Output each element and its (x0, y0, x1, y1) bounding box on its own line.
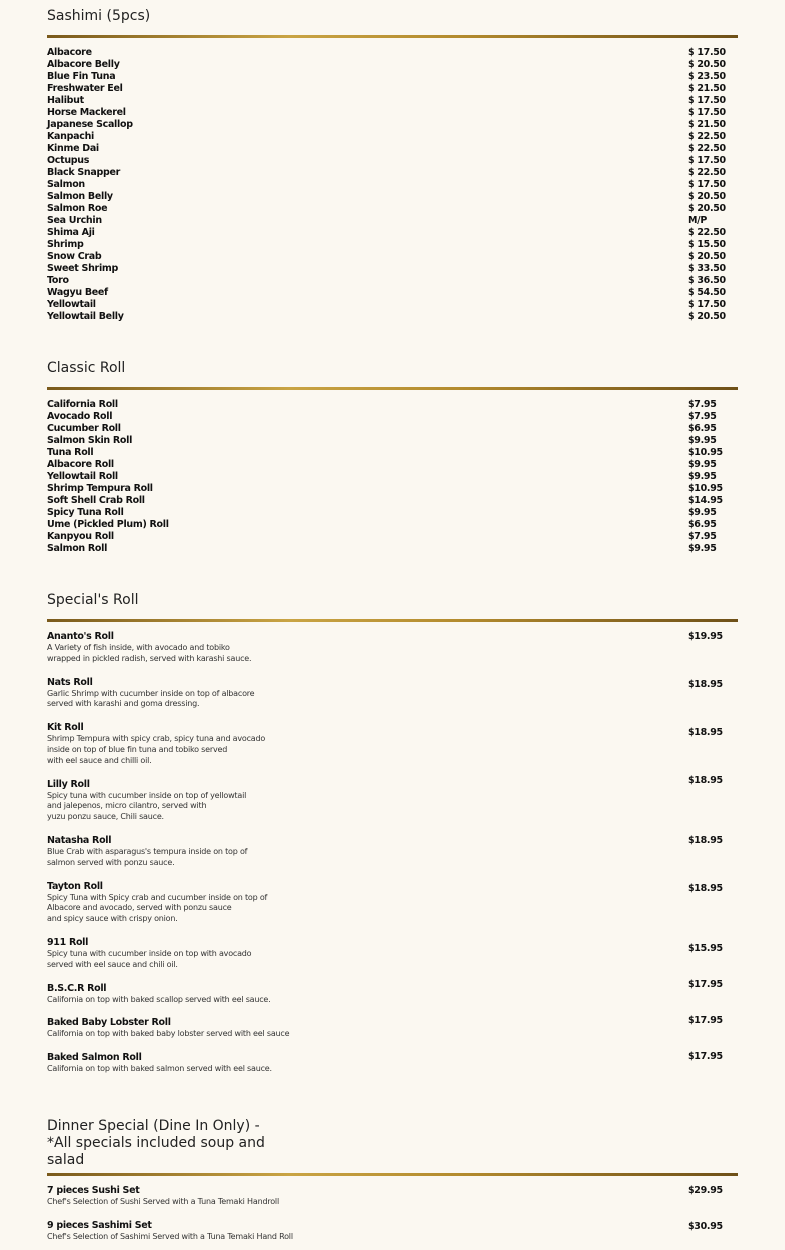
menu-item (47, 835, 738, 847)
item-name: B.S.C.R Roll (47, 983, 107, 994)
menu-item (47, 263, 738, 275)
item-name: Ananto's Roll (47, 631, 114, 642)
item-price: $9.95 (688, 459, 717, 470)
item-price: $ 20.50 (688, 251, 726, 262)
item-name: Kit Roll (47, 722, 84, 733)
item-name: California Roll (47, 399, 118, 410)
item-name: Snow Crab (47, 251, 102, 262)
menu-item (47, 411, 738, 423)
item-price: $ 17.50 (688, 155, 726, 166)
menu-item (47, 95, 738, 107)
menu-item (47, 519, 738, 531)
item-name: Avocado Roll (47, 411, 113, 422)
menu-item (47, 507, 738, 519)
item-price: $29.95 (688, 1185, 723, 1196)
menu-item (47, 631, 738, 643)
section-divider (47, 619, 738, 622)
item-name: 9 pieces Sashimi Set (47, 1220, 152, 1231)
item-description: served with eel sauce and chili oil. (47, 960, 178, 969)
menu-item (47, 251, 738, 263)
menu-item (47, 435, 738, 447)
menu-item (47, 71, 738, 83)
item-description: A Variety of fish inside, with avocado and tobiko (47, 643, 230, 652)
item-price: $ 20.50 (688, 191, 726, 202)
menu-item (47, 191, 738, 203)
item-price: $30.95 (688, 1221, 723, 1232)
menu-item (47, 722, 738, 738)
menu-item (47, 543, 738, 555)
section-title-line: Dinner Special (Dine In Only) - (47, 1118, 260, 1134)
item-name: 7 pieces Sushi Set (47, 1185, 140, 1196)
menu-item (47, 299, 738, 311)
item-name: Horse Mackerel (47, 107, 126, 118)
item-price: $ 21.50 (688, 119, 726, 130)
item-description: Albacore and avocado, served with ponzu sauce (47, 903, 232, 912)
item-description: and spicy sauce with crispy onion. (47, 914, 178, 923)
item-name: Shrimp (47, 239, 84, 250)
item-price: $9.95 (688, 471, 717, 482)
menu-item (47, 881, 738, 893)
item-description: Chef's Selection of Sashimi Served with a Tuna Temaki Hand Roll (47, 1232, 293, 1241)
item-description: Chef's Selection of Sushi Served with a Tuna Temaki Handroll (47, 1197, 279, 1206)
menu-item (47, 495, 738, 507)
item-price: $17.95 (688, 979, 723, 990)
item-name: Salmon Skin Roll (47, 435, 133, 446)
item-name: Spicy Tuna Roll (47, 507, 124, 518)
menu-item (47, 399, 738, 411)
item-price: $ 17.50 (688, 299, 726, 310)
menu-item (47, 423, 738, 435)
item-price: $6.95 (688, 519, 717, 530)
item-name: Freshwater Eel (47, 83, 123, 94)
item-description: wrapped in pickled radish, served with karashi sauce. (47, 654, 252, 663)
menu-item (47, 311, 738, 323)
menu-item (47, 239, 738, 251)
menu-item (47, 483, 738, 495)
item-price: $18.95 (688, 775, 723, 786)
item-price: $19.95 (688, 631, 723, 642)
item-name: Baked Salmon Roll (47, 1052, 142, 1063)
item-name: Tuna Roll (47, 447, 94, 458)
menu-item (47, 677, 738, 689)
menu-item (47, 471, 738, 483)
item-description: Blue Crab with asparagus's tempura inside on top of (47, 847, 248, 856)
item-name: Baked Baby Lobster Roll (47, 1017, 171, 1028)
menu-item (47, 143, 738, 155)
item-price: $10.95 (688, 447, 723, 458)
item-name: Kinme Dai (47, 143, 99, 154)
section-title: Sashimi (5pcs) (47, 8, 151, 24)
menu-item (47, 459, 738, 471)
item-price: $18.95 (688, 679, 723, 690)
item-description: Spicy tuna with cucumber inside on top of yellowtail (47, 791, 247, 800)
item-name: Wagyu Beef (47, 287, 108, 298)
item-description: Spicy tuna with cucumber inside on top with avocado (47, 949, 252, 958)
item-price: $ 17.50 (688, 107, 726, 118)
menu-item (47, 775, 738, 791)
item-price: $10.95 (688, 483, 723, 494)
item-description: salmon served with ponzu sauce. (47, 858, 175, 867)
section-title: Classic Roll (47, 360, 126, 376)
item-name: Toro (47, 275, 69, 286)
item-description: yuzu ponzu sauce, Chili sauce. (47, 812, 164, 821)
item-name: Halibut (47, 95, 84, 106)
item-description: with eel sauce and chilli oil. (47, 756, 152, 765)
item-description: Spicy Tuna with Spicy crab and cucumber inside on top of (47, 893, 268, 902)
menu-item (47, 203, 738, 215)
menu-item (47, 275, 738, 287)
item-name: Salmon (47, 179, 85, 190)
item-name: Blue Fin Tuna (47, 71, 116, 82)
menu-item (47, 227, 738, 239)
section-title-line: salad (47, 1152, 85, 1168)
item-price: $ 17.50 (688, 179, 726, 190)
item-name: Salmon Belly (47, 191, 113, 202)
menu-item (47, 47, 738, 59)
item-description: served with karashi and goma dressing. (47, 699, 200, 708)
item-description: Shrimp Tempura with spicy crab, spicy tuna and avocado (47, 734, 266, 743)
item-name: Lilly Roll (47, 779, 90, 790)
item-name: Sweet Shrimp (47, 263, 118, 274)
item-name: Salmon Roll (47, 543, 108, 554)
menu-item (47, 119, 738, 131)
item-price: $6.95 (688, 423, 717, 434)
menu-item (47, 447, 738, 459)
item-name: Shrimp Tempura Roll (47, 483, 153, 494)
menu-item (47, 167, 738, 179)
item-name: Sea Urchin (47, 215, 102, 226)
item-price: $7.95 (688, 399, 717, 410)
item-name: Tayton Roll (47, 881, 103, 892)
item-name: Albacore Roll (47, 459, 114, 470)
item-name: Japanese Scallop (47, 119, 133, 130)
item-price: $ 15.50 (688, 239, 726, 250)
item-price: $18.95 (688, 727, 723, 738)
menu-item (47, 59, 738, 71)
item-name: 911 Roll (47, 937, 89, 948)
menu-item (47, 131, 738, 143)
item-price: $ 33.50 (688, 263, 726, 274)
item-name: Kanpachi (47, 131, 94, 142)
item-price: M/P (688, 215, 707, 226)
item-price: $7.95 (688, 531, 717, 542)
section-title: Special's Roll (47, 592, 139, 608)
item-price: $ 20.50 (688, 203, 726, 214)
item-name: Albacore Belly (47, 59, 120, 70)
item-price: $ 21.50 (688, 83, 726, 94)
item-price: $ 20.50 (688, 311, 726, 322)
item-price: $15.95 (688, 943, 723, 954)
item-price: $17.95 (688, 1051, 723, 1062)
item-name: Soft Shell Crab Roll (47, 495, 145, 506)
item-price: $ 20.50 (688, 59, 726, 70)
item-description: California on top with baked salmon served with eel sauce. (47, 1064, 272, 1073)
item-price: $14.95 (688, 495, 723, 506)
item-price: $ 17.50 (688, 47, 726, 58)
item-price: $7.95 (688, 411, 717, 422)
item-name: Nats Roll (47, 677, 93, 688)
item-price: $ 23.50 (688, 71, 726, 82)
item-price: $ 22.50 (688, 167, 726, 178)
item-price: $18.95 (688, 835, 723, 846)
item-name: Salmon Roe (47, 203, 108, 214)
menu-item (47, 179, 738, 191)
item-description: California on top with baked scallop served with eel sauce. (47, 995, 271, 1004)
section-title-line: *All specials included soup and (47, 1135, 265, 1151)
item-price: $ 17.50 (688, 95, 726, 106)
section-divider (47, 387, 738, 390)
item-description: and jalepenos, micro cilantro, served with (47, 801, 207, 810)
item-name: Black Snapper (47, 167, 121, 178)
menu-item (47, 215, 738, 227)
item-name: Yellowtail (47, 299, 96, 310)
menu-item (47, 1220, 738, 1232)
item-name: Yellowtail Belly (47, 311, 124, 322)
item-price: $9.95 (688, 507, 717, 518)
section-divider (47, 35, 738, 38)
item-description: California on top with baked baby lobster served with eel sauce (47, 1029, 290, 1038)
section-divider (47, 1173, 738, 1176)
menu-item (47, 1185, 738, 1197)
menu-item (47, 107, 738, 119)
item-name: Yellowtail Roll (47, 471, 118, 482)
item-name: Shima Aji (47, 227, 95, 238)
menu-item (47, 1052, 738, 1064)
item-price: $ 22.50 (688, 143, 726, 154)
menu-item (47, 979, 738, 995)
item-price: $ 36.50 (688, 275, 726, 286)
item-description: inside on top of blue fin tuna and tobiko served (47, 745, 228, 754)
item-name: Natasha Roll (47, 835, 112, 846)
item-price: $9.95 (688, 435, 717, 446)
item-description: Garlic Shrimp with cucumber inside on top of albacore (47, 689, 255, 698)
item-price: $ 22.50 (688, 227, 726, 238)
item-price: $9.95 (688, 543, 717, 554)
item-price: $ 54.50 (688, 287, 726, 298)
menu-item (47, 83, 738, 95)
item-price: $17.95 (688, 1015, 723, 1026)
item-name: Cucumber Roll (47, 423, 121, 434)
menu-item (47, 531, 738, 543)
item-price: $18.95 (688, 883, 723, 894)
item-name: Kanpyou Roll (47, 531, 114, 542)
item-name: Octupus (47, 155, 90, 166)
menu-item (47, 155, 738, 167)
item-name: Ume (Pickled Plum) Roll (47, 519, 169, 530)
item-price: $ 22.50 (688, 131, 726, 142)
item-name: Albacore (47, 47, 92, 58)
menu-item (47, 287, 738, 299)
menu-item (47, 1017, 738, 1029)
